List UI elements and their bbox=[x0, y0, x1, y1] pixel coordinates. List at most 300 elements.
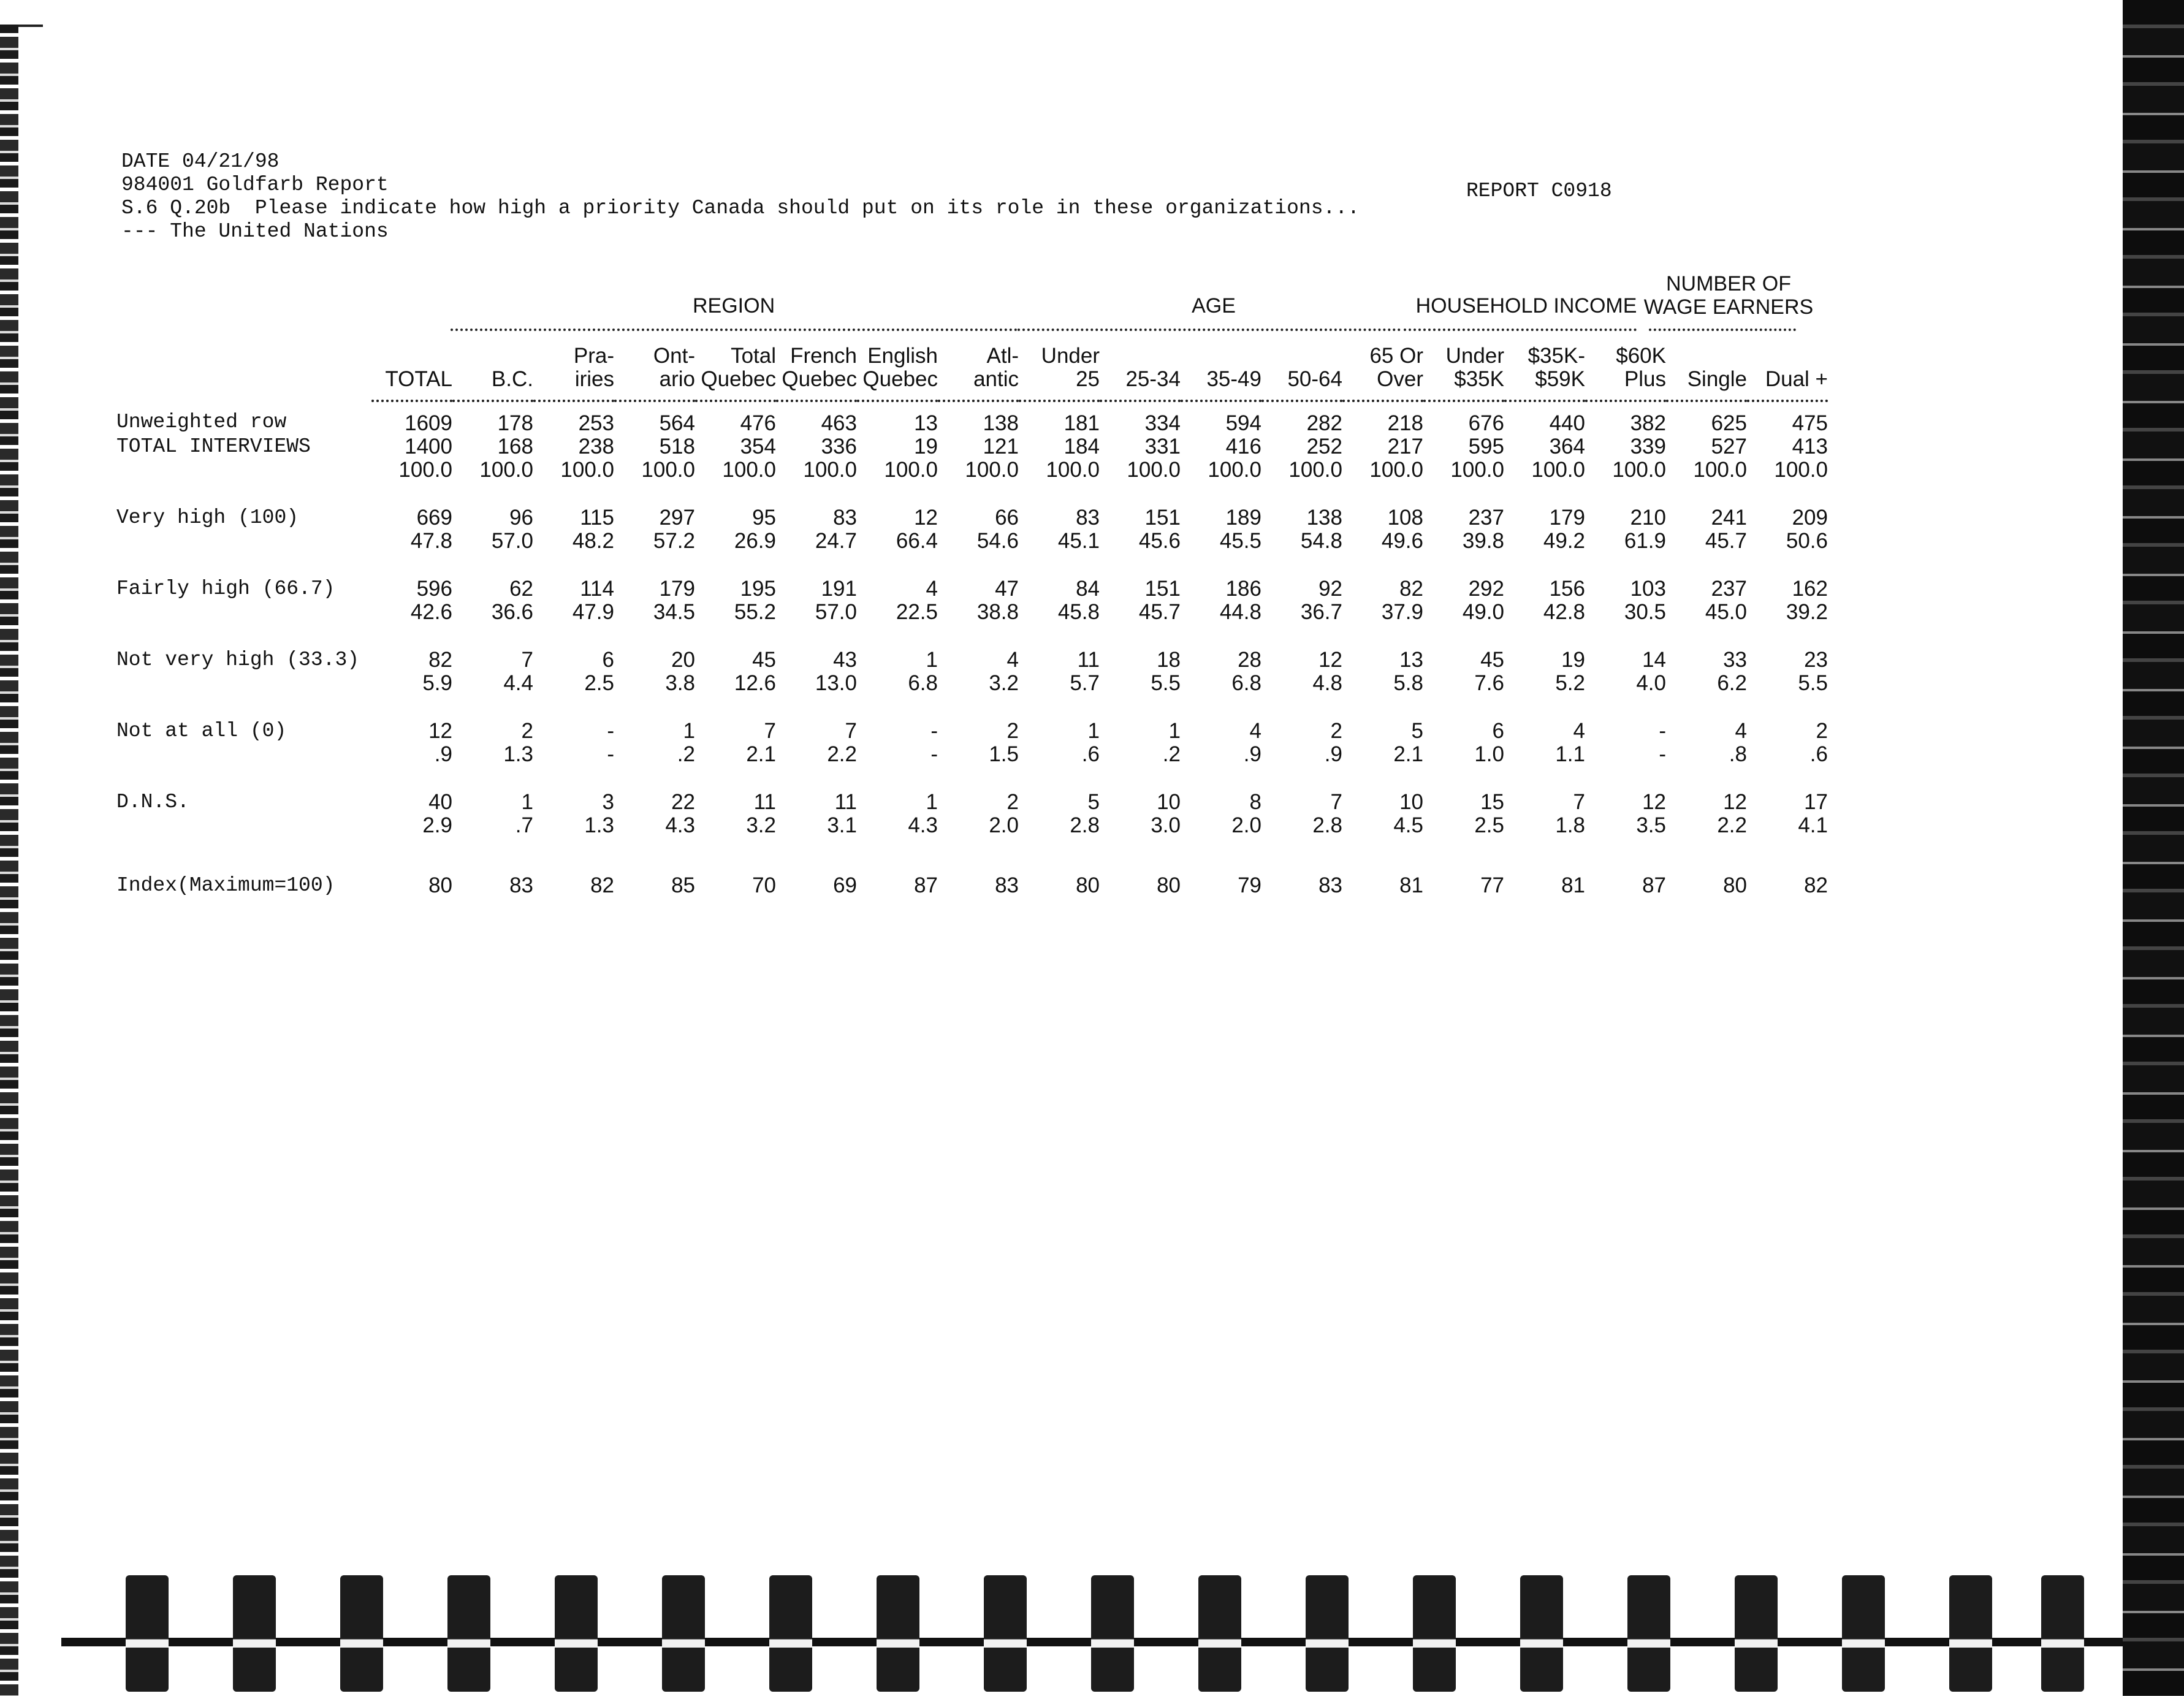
table-cell: 80 bbox=[1157, 873, 1181, 897]
table-cell: 19 bbox=[914, 435, 938, 458]
table-cell: 45.0 bbox=[1705, 600, 1747, 624]
column-header bbox=[1504, 330, 1585, 401]
column-header bbox=[1342, 330, 1423, 401]
row-label: Unweighted row bbox=[116, 411, 287, 433]
table-cell: 669 bbox=[416, 506, 452, 530]
column-header-line1 bbox=[452, 344, 533, 368]
table-cell: 12.6 bbox=[734, 671, 776, 695]
table-cell: 83 bbox=[1318, 873, 1342, 897]
table-cell: 595 bbox=[1468, 435, 1504, 458]
table-cell: 70 bbox=[752, 873, 776, 897]
column-header-line2: antic bbox=[973, 367, 1019, 391]
column-header-line1: Ont- bbox=[653, 344, 695, 368]
table-cell: 45.6 bbox=[1138, 529, 1181, 553]
table-cell: 625 bbox=[1711, 411, 1747, 435]
table-cell: 100.0 bbox=[884, 458, 938, 482]
column-header-line1: $35K- bbox=[1528, 344, 1585, 368]
table-cell: 12 bbox=[1723, 790, 1747, 814]
table-cell: 2.1 bbox=[1393, 742, 1423, 766]
group-header-region: REGION bbox=[693, 294, 775, 318]
table-cell: .8 bbox=[1729, 742, 1747, 766]
column-header-line2: B.C. bbox=[491, 367, 533, 391]
table-cell: 83 bbox=[509, 873, 533, 897]
table-cell: 252 bbox=[1306, 435, 1342, 458]
column-header-line1 bbox=[1666, 344, 1747, 368]
binding-ring bbox=[555, 1575, 598, 1692]
table-cell: 7 bbox=[521, 648, 533, 672]
table-cell: 66.4 bbox=[896, 529, 938, 553]
table-cell: 38.8 bbox=[976, 600, 1019, 624]
column-header-line2: Over bbox=[1377, 367, 1423, 391]
table-cell: 12 bbox=[914, 506, 938, 530]
table-row bbox=[116, 672, 1828, 695]
table-cell: 5 bbox=[1411, 719, 1423, 743]
table-row bbox=[116, 743, 1828, 766]
table-cell: 47.9 bbox=[572, 600, 614, 624]
column-header bbox=[371, 330, 452, 401]
table-cell: 45.1 bbox=[1057, 529, 1100, 553]
table-cell: 527 bbox=[1711, 435, 1747, 458]
table-cell: 39.2 bbox=[1786, 600, 1828, 624]
table-cell: 1.5 bbox=[989, 742, 1019, 766]
table-cell: 5.5 bbox=[1798, 671, 1828, 695]
column-header-line1: Under bbox=[1445, 344, 1504, 368]
table-cell: 382 bbox=[1630, 411, 1666, 435]
table-cell: 5.8 bbox=[1393, 671, 1423, 695]
table-cell: 103 bbox=[1630, 577, 1666, 601]
table-cell: 238 bbox=[578, 435, 614, 458]
table-cell: 5 bbox=[1087, 790, 1100, 814]
report-date: DATE 04/21/98 bbox=[121, 150, 280, 173]
table-cell: 191 bbox=[821, 577, 857, 601]
table-cell: 100.0 bbox=[1046, 458, 1100, 482]
table-cell: 45 bbox=[752, 648, 776, 672]
row-label bbox=[116, 601, 371, 624]
table-cell: 413 bbox=[1792, 435, 1828, 458]
table-cell: 12 bbox=[1642, 790, 1666, 814]
binding-ring bbox=[1949, 1575, 1992, 1692]
table-cell: 114 bbox=[580, 577, 614, 601]
table-cell: 81 bbox=[1399, 873, 1423, 897]
table-cell: 4.0 bbox=[1636, 671, 1666, 695]
survey-question: S.6 Q.20b Please indicate how high a priority Canada should put on its role in these organizations... bbox=[121, 197, 1360, 219]
table-cell: 1609 bbox=[405, 411, 452, 435]
table-cell: 186 bbox=[1225, 577, 1261, 601]
table-cell: - bbox=[607, 719, 614, 743]
table-cell: 10 bbox=[1157, 790, 1181, 814]
table-cell: 11 bbox=[753, 790, 776, 814]
table-cell: 47.8 bbox=[410, 529, 452, 553]
table-cell: 2.2 bbox=[827, 742, 857, 766]
row-label bbox=[116, 530, 371, 553]
scanned-left-edge bbox=[0, 25, 18, 1696]
table-cell: 1 bbox=[926, 790, 938, 814]
table-cell: 2 bbox=[1006, 790, 1019, 814]
column-header bbox=[776, 330, 857, 401]
table-cell: 181 bbox=[1063, 411, 1100, 435]
table-cell: 339 bbox=[1630, 435, 1666, 458]
table-cell: 81 bbox=[1561, 873, 1585, 897]
table-cell: 334 bbox=[1144, 411, 1181, 435]
table-row bbox=[116, 837, 1828, 897]
column-header-line1 bbox=[1747, 344, 1828, 368]
table-cell: 54.8 bbox=[1300, 529, 1342, 553]
table-cell: 2 bbox=[1330, 719, 1342, 743]
table-cell: 1 bbox=[1168, 719, 1181, 743]
table-cell: 121 bbox=[983, 435, 1019, 458]
table-cell: - bbox=[607, 742, 614, 766]
table-cell: 11 bbox=[1077, 648, 1100, 672]
table-cell: 2 bbox=[1816, 719, 1828, 743]
table-cell: 100.0 bbox=[1288, 458, 1342, 482]
table-cell: 83 bbox=[995, 873, 1019, 897]
row-label: Very high (100) bbox=[116, 506, 299, 529]
table-cell: 4 bbox=[926, 577, 938, 601]
column-header-line1 bbox=[1100, 344, 1181, 368]
column-header-line2: $35K bbox=[1454, 367, 1504, 391]
table-cell: 4 bbox=[1735, 719, 1747, 743]
table-cell: .9 bbox=[1324, 742, 1342, 766]
column-header-line1: English bbox=[867, 344, 938, 368]
table-cell: 17 bbox=[1804, 790, 1828, 814]
table-cell: 61.9 bbox=[1624, 529, 1666, 553]
crosstab-table bbox=[116, 330, 1828, 897]
table-cell: 3.2 bbox=[746, 813, 776, 837]
table-cell: 100.0 bbox=[1208, 458, 1261, 482]
table-cell: 14 bbox=[1642, 648, 1666, 672]
table-cell: 4.5 bbox=[1393, 813, 1423, 837]
table-cell: 45.7 bbox=[1138, 600, 1181, 624]
table-cell: 50.6 bbox=[1786, 529, 1828, 553]
table-cell: 100.0 bbox=[1774, 458, 1828, 482]
table-cell: 178 bbox=[497, 411, 533, 435]
table-cell: 100.0 bbox=[1531, 458, 1585, 482]
table-cell: 4.8 bbox=[1312, 671, 1342, 695]
question-subject: --- The United Nations bbox=[121, 220, 389, 243]
table-cell: 156 bbox=[1549, 577, 1585, 601]
table-cell: 218 bbox=[1387, 411, 1423, 435]
table-cell: 87 bbox=[1642, 873, 1666, 897]
table-cell: 209 bbox=[1792, 506, 1828, 530]
table-cell: 217 bbox=[1387, 435, 1423, 458]
table-cell: 210 bbox=[1630, 506, 1666, 530]
row-label bbox=[116, 458, 371, 482]
table-cell: 48.2 bbox=[572, 529, 614, 553]
table-cell: 184 bbox=[1063, 435, 1100, 458]
table-cell: 1.3 bbox=[584, 813, 614, 837]
table-cell: 100.0 bbox=[965, 458, 1019, 482]
table-cell: 33 bbox=[1723, 648, 1747, 672]
column-header-row bbox=[116, 330, 1828, 401]
table-cell: 564 bbox=[659, 411, 695, 435]
table-cell: 84 bbox=[1076, 577, 1100, 601]
column-header-line2: ario bbox=[659, 367, 695, 391]
group-header-wage-earners bbox=[1643, 272, 1814, 319]
table-cell: 162 bbox=[1792, 577, 1828, 601]
column-header bbox=[857, 330, 938, 401]
report-id: REPORT C0918 bbox=[1466, 180, 1612, 202]
table-cell: 4 bbox=[1573, 719, 1585, 743]
table-cell: 168 bbox=[497, 435, 533, 458]
binding-ring bbox=[233, 1575, 276, 1692]
column-header-line1: 65 Or bbox=[1369, 344, 1423, 368]
table-cell: 100.0 bbox=[560, 458, 614, 482]
table-cell: 195 bbox=[740, 577, 776, 601]
table-cell: 83 bbox=[833, 506, 857, 530]
table-cell: 55.2 bbox=[734, 600, 776, 624]
table-cell: 22 bbox=[671, 790, 695, 814]
table-cell: 5.7 bbox=[1070, 671, 1100, 695]
table-cell: 518 bbox=[659, 435, 695, 458]
column-header-line1: $60K bbox=[1616, 344, 1666, 368]
column-header bbox=[452, 330, 533, 401]
column-header bbox=[1100, 330, 1181, 401]
table-cell: 6 bbox=[602, 648, 614, 672]
table-cell: 79 bbox=[1238, 873, 1261, 897]
table-cell: 13 bbox=[1399, 648, 1423, 672]
table-cell: 4.4 bbox=[503, 671, 533, 695]
table-cell: 241 bbox=[1711, 506, 1747, 530]
table-cell: 85 bbox=[671, 873, 695, 897]
row-label: Not very high (33.3) bbox=[116, 648, 360, 671]
table-cell: 13 bbox=[914, 411, 938, 435]
table-cell: 100.0 bbox=[722, 458, 776, 482]
table-cell: 19 bbox=[1561, 648, 1585, 672]
table-cell: 87 bbox=[914, 873, 938, 897]
column-header-line2: Quebec bbox=[701, 367, 776, 391]
table-cell: 80 bbox=[1723, 873, 1747, 897]
table-cell: 8 bbox=[1249, 790, 1261, 814]
table-cell: 2.8 bbox=[1070, 813, 1100, 837]
table-cell: 596 bbox=[416, 577, 452, 601]
column-header bbox=[1747, 330, 1828, 401]
table-cell: 476 bbox=[740, 411, 776, 435]
column-header bbox=[1423, 330, 1504, 401]
table-cell: 237 bbox=[1711, 577, 1747, 601]
table-cell: 1 bbox=[521, 790, 533, 814]
column-header-line2: Quebec bbox=[782, 367, 857, 391]
table-cell: 297 bbox=[659, 506, 695, 530]
table-cell: 13.0 bbox=[815, 671, 857, 695]
table-cell: 5.9 bbox=[422, 671, 452, 695]
table-cell: 2 bbox=[1006, 719, 1019, 743]
report-name: 984001 Goldfarb Report bbox=[121, 173, 389, 196]
binding-ring bbox=[1306, 1575, 1349, 1692]
group-header-age: AGE bbox=[1192, 294, 1236, 318]
table-cell: 100.0 bbox=[1127, 458, 1181, 482]
binding-ring bbox=[2041, 1575, 2084, 1692]
table-cell: 6.8 bbox=[1231, 671, 1261, 695]
table-cell: 1 bbox=[1087, 719, 1100, 743]
column-header-line1: Pra- bbox=[573, 344, 614, 368]
binding-ring bbox=[1091, 1575, 1134, 1692]
table-cell: 3.8 bbox=[665, 671, 695, 695]
column-header bbox=[1261, 330, 1342, 401]
table-cell: 3 bbox=[602, 790, 614, 814]
column-header-line2: iries bbox=[574, 367, 614, 391]
table-cell: 12 bbox=[428, 719, 452, 743]
table-row bbox=[116, 401, 1828, 435]
table-cell: 100.0 bbox=[1693, 458, 1747, 482]
group-header-wage-line1: NUMBER OF bbox=[1666, 272, 1791, 295]
row-label: Index(Maximum=100) bbox=[116, 874, 335, 897]
table-cell: 28 bbox=[1238, 648, 1261, 672]
table-row bbox=[116, 601, 1828, 624]
table-cell: 57.2 bbox=[653, 529, 695, 553]
table-cell: 45.7 bbox=[1705, 529, 1747, 553]
table-cell: 96 bbox=[509, 506, 533, 530]
table-row bbox=[116, 766, 1828, 814]
table-cell: 253 bbox=[578, 411, 614, 435]
table-cell: 34.5 bbox=[653, 600, 695, 624]
table-cell: 26.9 bbox=[734, 529, 776, 553]
column-header-line2: Quebec bbox=[862, 367, 938, 391]
table-cell: 2.0 bbox=[1231, 813, 1261, 837]
table-cell: 82 bbox=[590, 873, 614, 897]
table-cell: 45 bbox=[1480, 648, 1504, 672]
table-cell: 40 bbox=[428, 790, 452, 814]
table-cell: 42.8 bbox=[1543, 600, 1585, 624]
table-cell: 36.7 bbox=[1300, 600, 1342, 624]
group-header-wage-line2: WAGE EARNERS bbox=[1643, 295, 1814, 319]
table-cell: 24.7 bbox=[815, 529, 857, 553]
table-cell: 82 bbox=[428, 648, 452, 672]
table-cell: 36.6 bbox=[491, 600, 533, 624]
table-cell: 100.0 bbox=[1369, 458, 1423, 482]
table-cell: 6 bbox=[1492, 719, 1504, 743]
table-cell: 82 bbox=[1399, 577, 1423, 601]
table-cell: 39.8 bbox=[1462, 529, 1504, 553]
row-label bbox=[116, 743, 371, 766]
table-cell: 100.0 bbox=[1450, 458, 1504, 482]
column-header-line2: 25 bbox=[1076, 367, 1100, 391]
table-cell: .7 bbox=[515, 813, 533, 837]
table-cell: 80 bbox=[428, 873, 452, 897]
column-header-line2: Dual + bbox=[1765, 367, 1828, 391]
column-header-line1: Under bbox=[1041, 344, 1100, 368]
table-cell: 354 bbox=[740, 435, 776, 458]
table-cell: .6 bbox=[1809, 742, 1828, 766]
scanned-right-edge bbox=[2123, 0, 2184, 1696]
table-cell: 49.2 bbox=[1543, 529, 1585, 553]
column-header-line1 bbox=[1181, 344, 1261, 368]
column-header bbox=[1181, 330, 1261, 401]
column-header-line2: Single bbox=[1687, 367, 1747, 391]
table-cell: 4 bbox=[1006, 648, 1019, 672]
table-cell: 10 bbox=[1399, 790, 1423, 814]
table-cell: - bbox=[1659, 742, 1666, 766]
table-cell: 6.2 bbox=[1717, 671, 1747, 695]
table-cell: 57.0 bbox=[815, 600, 857, 624]
table-cell: 2.8 bbox=[1312, 813, 1342, 837]
table-cell: 5.5 bbox=[1151, 671, 1181, 695]
table-cell: 54.6 bbox=[976, 529, 1019, 553]
column-header-line1: Atl- bbox=[986, 344, 1019, 368]
binding-ring bbox=[340, 1575, 383, 1692]
binding-ring bbox=[126, 1575, 169, 1692]
table-cell: 2 bbox=[521, 719, 533, 743]
column-header-line2: $59K bbox=[1535, 367, 1585, 391]
table-cell: 331 bbox=[1144, 435, 1181, 458]
table-cell: 1.1 bbox=[1555, 742, 1585, 766]
table-cell: 1 bbox=[926, 648, 938, 672]
table-cell: 57.0 bbox=[491, 529, 533, 553]
table-cell: 2.1 bbox=[746, 742, 776, 766]
table-cell: 594 bbox=[1225, 411, 1261, 435]
table-cell: .2 bbox=[677, 742, 695, 766]
table-cell: 42.6 bbox=[410, 600, 452, 624]
table-cell: 115 bbox=[580, 506, 614, 530]
table-cell: 82 bbox=[1804, 873, 1828, 897]
table-cell: 1400 bbox=[405, 435, 452, 458]
table-cell: 3.5 bbox=[1636, 813, 1666, 837]
table-cell: 100.0 bbox=[479, 458, 533, 482]
column-header bbox=[1585, 330, 1666, 401]
table-cell: 336 bbox=[821, 435, 857, 458]
table-row bbox=[116, 458, 1828, 482]
table-cell: 83 bbox=[1076, 506, 1100, 530]
column-header-line2: 25-34 bbox=[1125, 367, 1181, 391]
table-cell: 416 bbox=[1225, 435, 1261, 458]
column-header-line1 bbox=[1261, 344, 1342, 368]
column-header bbox=[938, 330, 1019, 401]
column-header bbox=[1666, 330, 1747, 401]
row-label-header bbox=[116, 330, 371, 401]
table-cell: 237 bbox=[1468, 506, 1504, 530]
table-cell: 3.1 bbox=[827, 813, 857, 837]
binding-ring bbox=[662, 1575, 705, 1692]
table-cell: 463 bbox=[821, 411, 857, 435]
table-cell: 7 bbox=[1330, 790, 1342, 814]
table-cell: 2.5 bbox=[584, 671, 614, 695]
column-header-line1: Total bbox=[731, 344, 776, 368]
table-cell: 189 bbox=[1225, 506, 1261, 530]
row-label: Not at all (0) bbox=[116, 720, 287, 742]
table-cell: 1.3 bbox=[503, 742, 533, 766]
table-cell: - bbox=[1659, 719, 1666, 743]
row-label bbox=[116, 672, 371, 695]
table-cell: 4 bbox=[1249, 719, 1261, 743]
table-cell: 292 bbox=[1468, 577, 1504, 601]
binding-ring bbox=[1842, 1575, 1885, 1692]
table-cell: .6 bbox=[1081, 742, 1100, 766]
table-cell: 45.8 bbox=[1057, 600, 1100, 624]
column-header-line1 bbox=[371, 344, 452, 368]
table-cell: 100.0 bbox=[1612, 458, 1666, 482]
column-header bbox=[695, 330, 776, 401]
row-label: TOTAL INTERVIEWS bbox=[116, 435, 311, 458]
table-cell: 92 bbox=[1318, 577, 1342, 601]
table-cell: 43 bbox=[833, 648, 857, 672]
table-cell: 4.3 bbox=[908, 813, 938, 837]
column-header-line2: Plus bbox=[1624, 367, 1666, 391]
table-cell: 45.5 bbox=[1219, 529, 1261, 553]
binding-ring bbox=[769, 1575, 812, 1692]
table-cell: 475 bbox=[1792, 411, 1828, 435]
row-label: Fairly high (66.7) bbox=[116, 577, 335, 600]
table-cell: 5.2 bbox=[1555, 671, 1585, 695]
table-cell: 151 bbox=[1144, 506, 1181, 530]
table-cell: 138 bbox=[1306, 506, 1342, 530]
table-cell: 44.8 bbox=[1219, 600, 1261, 624]
table-row bbox=[116, 530, 1828, 553]
table-row bbox=[116, 695, 1828, 743]
table-cell: 100.0 bbox=[641, 458, 695, 482]
table-row bbox=[116, 435, 1828, 458]
table-cell: 30.5 bbox=[1624, 600, 1666, 624]
table-cell: 676 bbox=[1468, 411, 1504, 435]
binding-ring bbox=[1413, 1575, 1456, 1692]
